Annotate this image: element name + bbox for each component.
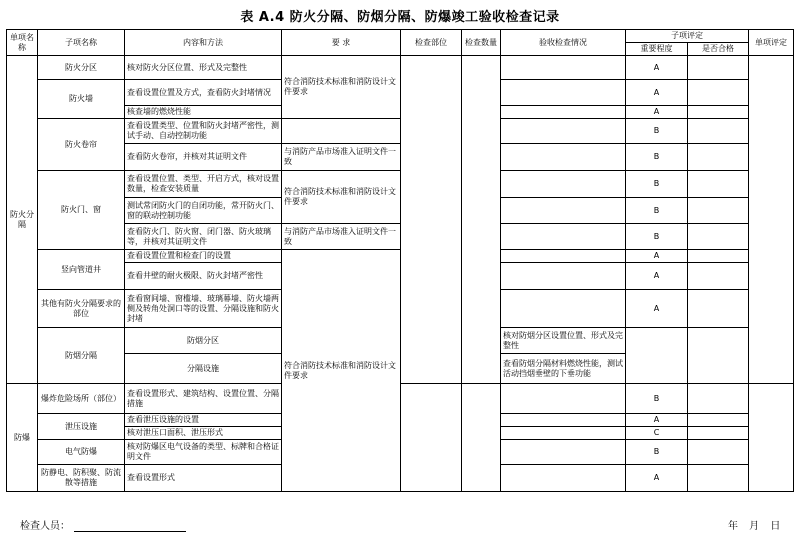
acceptance-r7 bbox=[501, 198, 626, 224]
acceptance-r5 bbox=[501, 144, 626, 171]
acceptance-r8 bbox=[501, 224, 626, 250]
unit-explosion-proof: 防爆 bbox=[7, 384, 38, 492]
inspection-record-table bbox=[6, 29, 794, 492]
requirement-market-1: 与消防产品市场准入证明文件一致 bbox=[282, 144, 401, 171]
inspector-signature bbox=[20, 517, 186, 532]
content-r5: 查看防火卷帘，并核对其证明文件 bbox=[125, 144, 282, 171]
grade-r2: A bbox=[626, 80, 688, 106]
sub-item-anti-static: 防静电、防积聚、防流散等措施 bbox=[38, 465, 125, 492]
qualified-r14 bbox=[688, 384, 749, 414]
content-r2: 查看设置位置及方式，查看防火封堵情况 bbox=[125, 80, 282, 106]
acceptance-r9 bbox=[501, 250, 626, 263]
sub-item-smoke-zone: 防烟分区 bbox=[125, 328, 282, 354]
grade-r9: A bbox=[626, 250, 688, 263]
content-r14: 查看设置形式、建筑结构、设置位置、分隔措施 bbox=[125, 384, 282, 414]
check-location-fire bbox=[401, 56, 462, 384]
grade-r5: B bbox=[626, 144, 688, 171]
qualified-r18 bbox=[688, 465, 749, 492]
grade-r6: B bbox=[626, 171, 688, 198]
check-location-explosion bbox=[401, 384, 462, 492]
qualified-r10 bbox=[688, 263, 749, 290]
grade-r11: A bbox=[626, 290, 688, 328]
grade-r1: A bbox=[626, 56, 688, 80]
acceptance-r15 bbox=[501, 414, 626, 427]
sub-item-smoke-facility: 分隔设施 bbox=[125, 354, 282, 384]
requirement-standard-3: 符合消防技术标准和消防设计文件要求 bbox=[282, 250, 401, 492]
content-r16: 核对泄压口面积、泄压形式 bbox=[125, 427, 282, 440]
acceptance-r4 bbox=[501, 119, 626, 144]
acceptance-r2 bbox=[501, 80, 626, 106]
content-r18: 查看设置形式 bbox=[125, 465, 282, 492]
requirement-standard-1: 符合消防技术标准和消防设计文件要求 bbox=[282, 56, 401, 119]
check-location-smoke bbox=[626, 328, 688, 384]
acceptance-r1 bbox=[501, 56, 626, 80]
grade-r7: B bbox=[626, 198, 688, 224]
inspector-label: 检查人员： bbox=[20, 521, 70, 532]
content-r17: 核对防爆区电气设备的类型、标牌和合格证明文件 bbox=[125, 440, 282, 465]
qualified-r6 bbox=[688, 171, 749, 198]
header-content-method: 内容和方法 bbox=[125, 30, 282, 56]
acceptance-r10 bbox=[501, 263, 626, 290]
sub-item-electric-explosion: 电气防爆 bbox=[38, 440, 125, 465]
content-r9: 查看设置位置和检查门的设置 bbox=[125, 250, 282, 263]
date-field: 年 月 日 bbox=[728, 521, 781, 532]
check-count-fire bbox=[462, 56, 501, 384]
qualified-r17 bbox=[688, 440, 749, 465]
content-r4: 查看设置类型、位置和防火封堵严密性，测试手动、自动控制功能 bbox=[125, 119, 282, 144]
sub-item-fire-door-window: 防火门、窗 bbox=[38, 171, 125, 250]
acceptance-r18 bbox=[501, 465, 626, 492]
grade-r8: B bbox=[626, 224, 688, 250]
qualified-r8 bbox=[688, 224, 749, 250]
header-check-count: 检查数量 bbox=[462, 30, 501, 56]
content-r13: 查看防烟分隔材料燃烧性能，测试活动挡烟垂壁的下垂功能 bbox=[501, 354, 626, 384]
content-r3: 核查墙的燃烧性能 bbox=[125, 106, 282, 119]
qualified-r5 bbox=[688, 144, 749, 171]
grade-r16: C bbox=[626, 427, 688, 440]
content-r8: 查看防火门、防火窗、闭门器、防火玻璃等，并核对其证明文件 bbox=[125, 224, 282, 250]
header-qualified: 是否合格 bbox=[688, 43, 749, 56]
qualified-r11 bbox=[688, 290, 749, 328]
grade-r17: B bbox=[626, 440, 688, 465]
header-acceptance-status: 验收检查情况 bbox=[501, 30, 626, 56]
acceptance-r11 bbox=[501, 290, 626, 328]
unit-fire-separation: 防火分隔 bbox=[7, 56, 38, 384]
content-r7: 测试常闭防火门的自闭功能，常开防火门、窗的联动控制功能 bbox=[125, 198, 282, 224]
content-r6: 查看设置位置、类型、开启方式，核对设置数量，检查安装质量 bbox=[125, 171, 282, 198]
unit-eval-explosion bbox=[749, 384, 794, 492]
qualified-r1 bbox=[688, 56, 749, 80]
qualified-r4 bbox=[688, 119, 749, 144]
qualified-r9 bbox=[688, 250, 749, 263]
qualified-r2 bbox=[688, 80, 749, 106]
sub-item-pressure-relief: 泄压设施 bbox=[38, 414, 125, 440]
content-r12: 核对防烟分区设置位置、形式及完整性 bbox=[501, 328, 626, 354]
grade-r15: A bbox=[626, 414, 688, 427]
inspector-signature-line[interactable] bbox=[74, 521, 186, 532]
qualified-r3 bbox=[688, 106, 749, 119]
sub-item-fire-shutter: 防火卷帘 bbox=[38, 119, 125, 171]
check-count-explosion bbox=[462, 384, 501, 492]
requirement-standard-2: 符合消防技术标准和消防设计文件要求 bbox=[282, 171, 401, 224]
sub-item-fire-wall: 防火墙 bbox=[38, 80, 125, 119]
acceptance-r16 bbox=[501, 427, 626, 440]
header-unit-name: 单项名称 bbox=[7, 30, 38, 56]
content-r1: 核对防火分区位置、形式及完整性 bbox=[125, 56, 282, 80]
header-check-location: 检查部位 bbox=[401, 30, 462, 56]
content-r11: 查看窗间墙、窗槛墙、玻璃幕墙、防火墙两侧及转角处洞口等的设置、分隔设施和防火封堵 bbox=[125, 290, 282, 328]
content-r10: 查看井壁的耐火极限、防火封堵严密性 bbox=[125, 263, 282, 290]
acceptance-r17 bbox=[501, 440, 626, 465]
acceptance-r6 bbox=[501, 171, 626, 198]
requirement-empty-r4 bbox=[282, 119, 401, 144]
sub-item-explosion-place: 爆炸危险场所（部位） bbox=[38, 384, 125, 414]
grade-r3: A bbox=[626, 106, 688, 119]
content-r15: 查看泄压设施的设置 bbox=[125, 414, 282, 427]
requirement-market-2: 与消防产品市场准入证明文件一致 bbox=[282, 224, 401, 250]
unit-eval-fire bbox=[749, 56, 794, 384]
qualified-r7 bbox=[688, 198, 749, 224]
header-importance: 重要程度 bbox=[626, 43, 688, 56]
grade-r18: A bbox=[626, 465, 688, 492]
sub-item-shaft: 竖向管道井 bbox=[38, 250, 125, 290]
qualified-r16 bbox=[688, 427, 749, 440]
header-unit-eval: 单项评定 bbox=[749, 30, 794, 56]
sub-item-other-parts: 其他有防火分隔要求的部位 bbox=[38, 290, 125, 328]
header-requirement: 要 求 bbox=[282, 30, 401, 56]
grade-r10: A bbox=[626, 263, 688, 290]
grade-r4: B bbox=[626, 119, 688, 144]
header-sub-item-name: 子项名称 bbox=[38, 30, 125, 56]
page-title: 表 A.4 防火分隔、防烟分隔、防爆竣工验收检查记录 bbox=[240, 10, 560, 25]
acceptance-r14 bbox=[501, 384, 626, 414]
check-count-smoke bbox=[688, 328, 749, 384]
qualified-r15 bbox=[688, 414, 749, 427]
acceptance-r3 bbox=[501, 106, 626, 119]
grade-r14: B bbox=[626, 384, 688, 414]
header-sub-eval: 子项评定 bbox=[626, 30, 749, 43]
unit-smoke-separation: 防烟分隔 bbox=[38, 328, 125, 384]
sub-item-fire-zone: 防火分区 bbox=[38, 56, 125, 80]
